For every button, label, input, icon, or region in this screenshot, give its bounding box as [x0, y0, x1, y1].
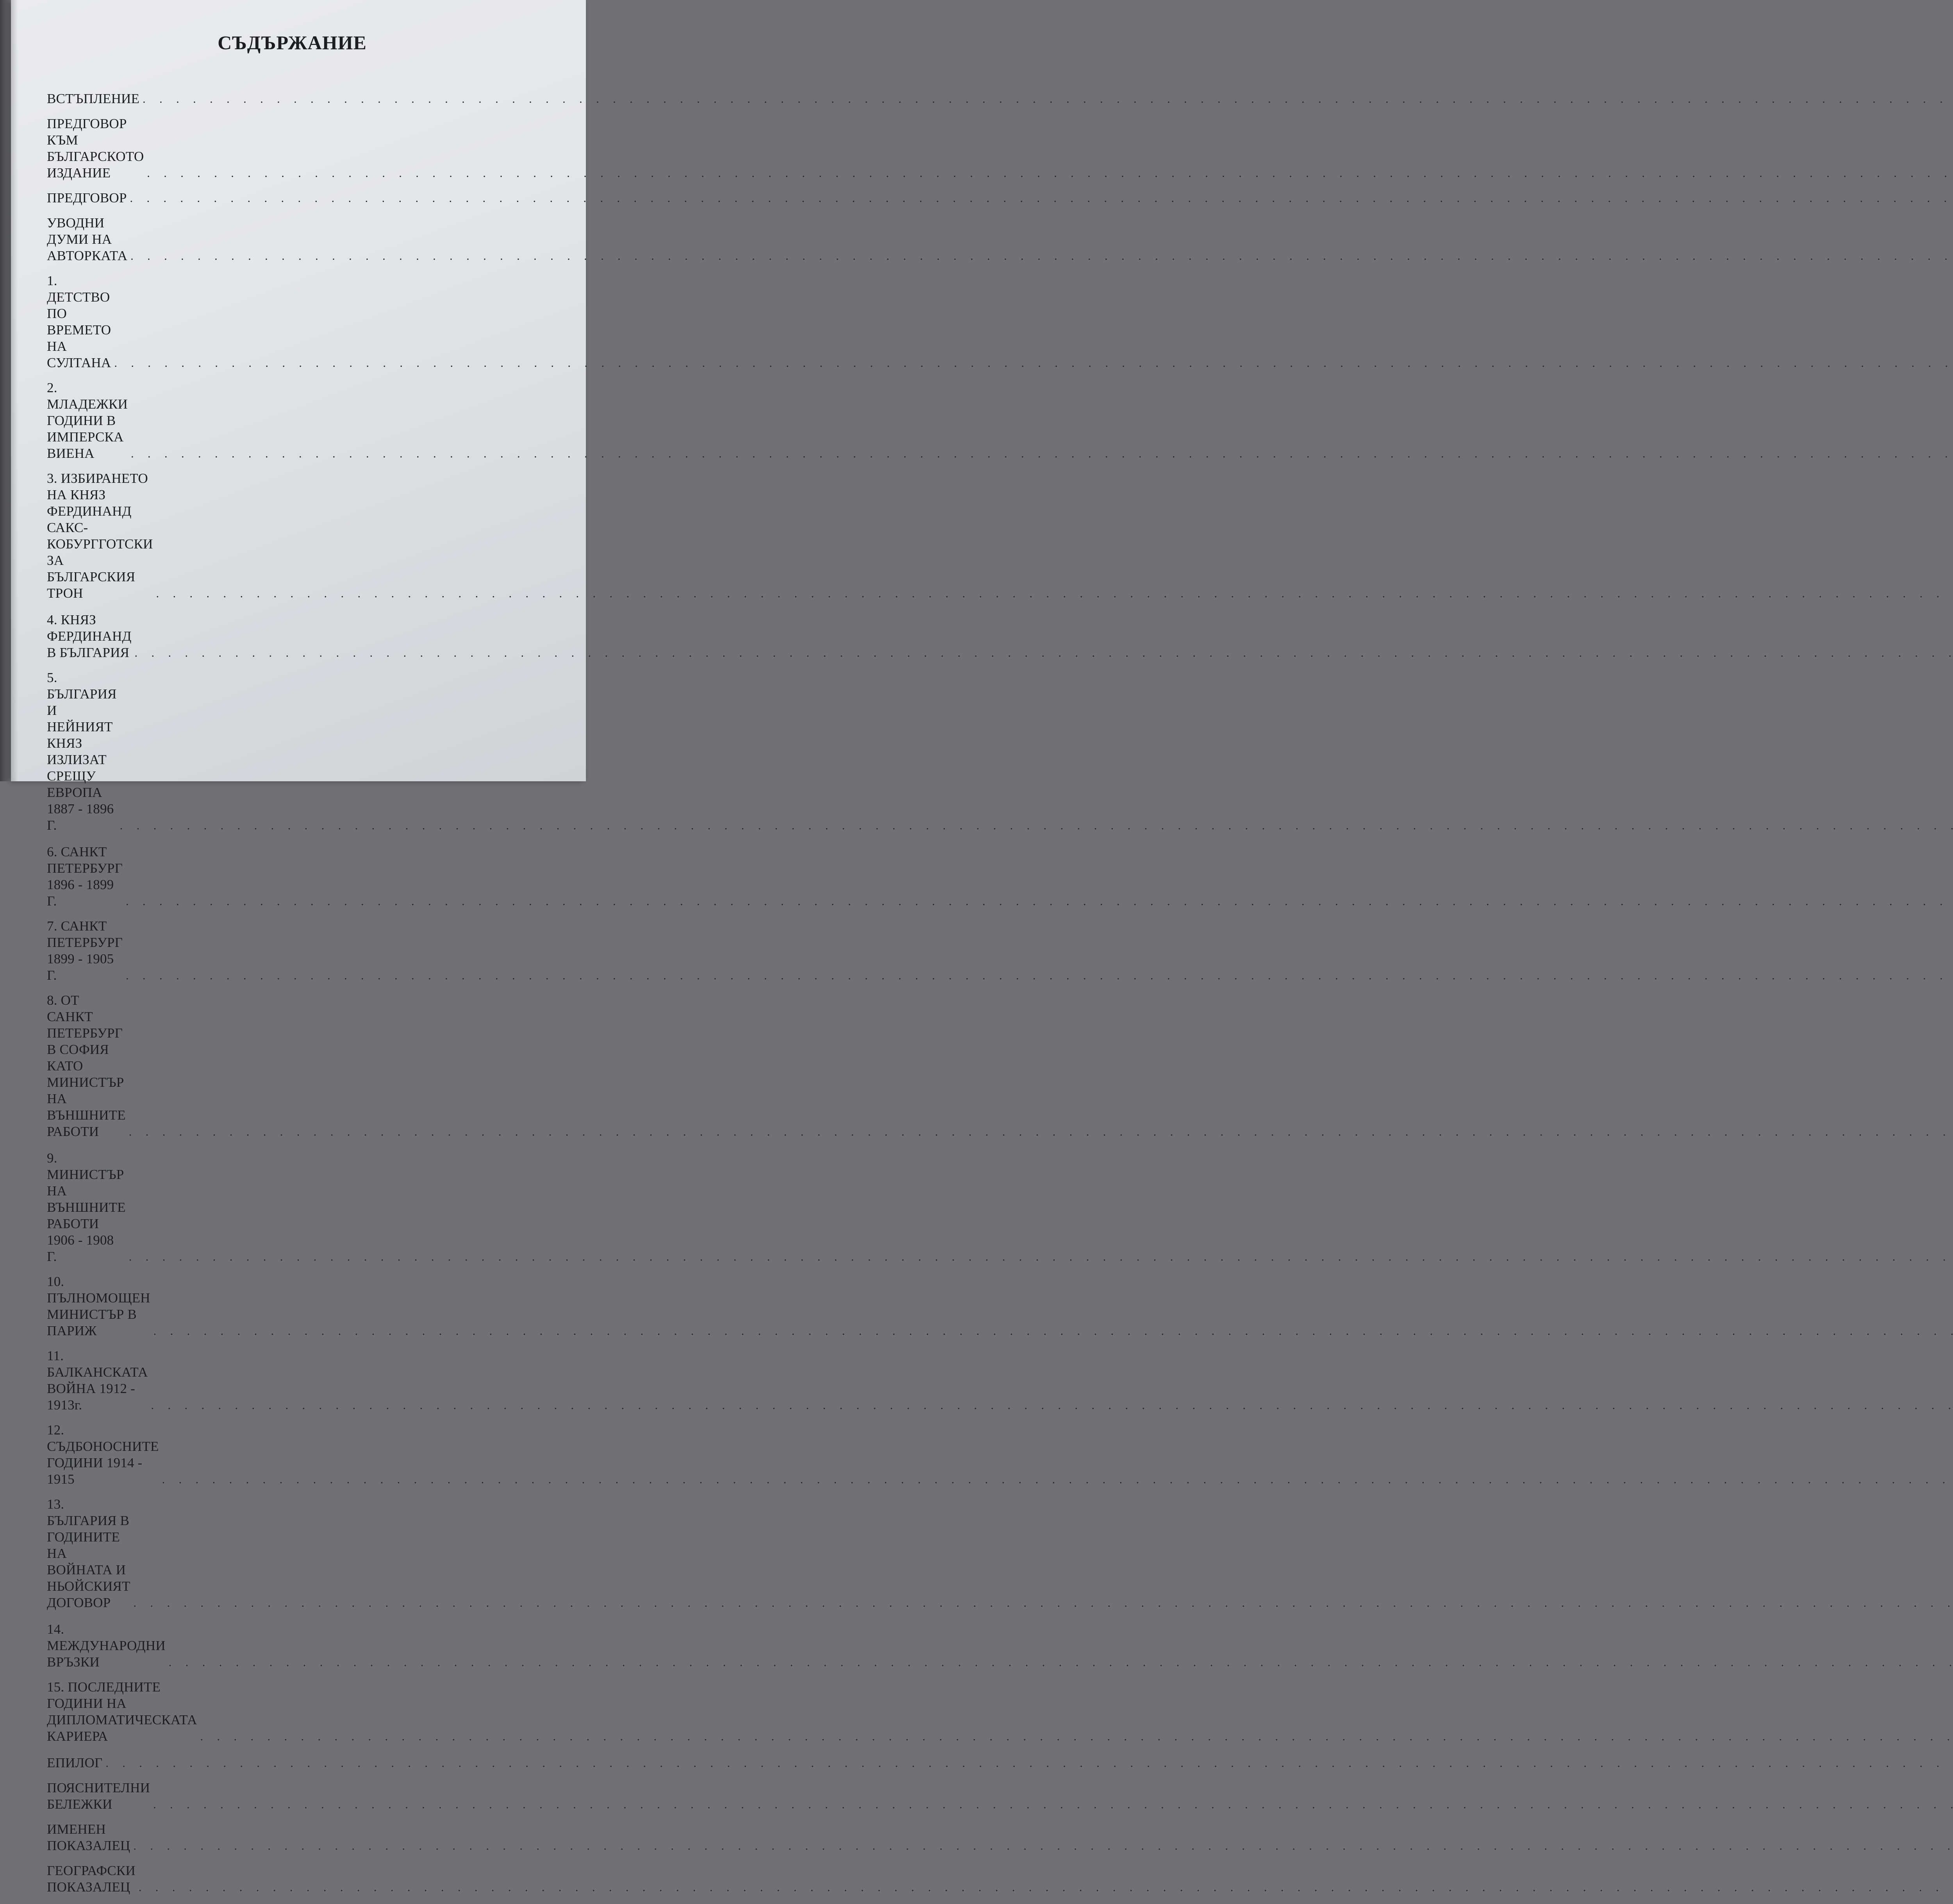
toc-entry-chapter-13 — [47, 1496, 512, 1611]
toc-leader-dots — [139, 1880, 1953, 1895]
toc-entry-chapter-8 — [47, 992, 512, 1140]
toc-entry-title: 3. ИЗБИРАНЕТО НА КНЯЗ ФЕРДИНАНД САКС-КОБУРГГОТСКИ ЗА БЪЛГАРСКИЯ ТРОН — [47, 471, 153, 601]
toc-entry-title: 8. ОТ САНКТ ПЕТЕРБУРГ В СОФИЯ КАТО МИНИСТЪР НА ВЪНШНИТЕ РАБОТИ — [47, 993, 126, 1139]
toc-entry-chapter-3 — [47, 470, 512, 602]
toc-leader-dots — [169, 1655, 1953, 1670]
toc-leader-dots — [134, 1595, 1953, 1611]
toc-entry-title: 4. КНЯЗ ФЕРДИНАНД В БЪЛГАРИЯ — [47, 612, 132, 660]
toc-leader-dots — [200, 1729, 1953, 1745]
toc-leader-dots — [153, 1797, 1953, 1813]
toc-entry-chapter-7 — [47, 918, 512, 984]
toc-leader-dots — [131, 446, 1953, 462]
toc-entry-title: ГЕОГРАФСКИ ПОКАЗАЛЕЦ — [47, 1863, 136, 1895]
toc-entry-title: 6. САНКТ ПЕТЕРБУРГ 1896 - 1899 Г. — [47, 844, 123, 909]
toc-entry-title: 5. БЪЛГАРИЯ И НЕЙНИЯТ КНЯЗ ИЗЛИЗАТ СРЕЩУ ЕВРОПА 1887 - 1896 Г. — [47, 670, 117, 833]
toc-entry-name-index — [47, 1821, 512, 1854]
toc-entry-title: ПРЕДГОВОР КЪМ БЪЛГАРСКОТО ИЗДАНИЕ — [47, 116, 144, 180]
toc-entry-notes — [47, 1780, 512, 1813]
toc-leader-dots — [156, 586, 1953, 602]
toc-leader-dots — [162, 1472, 1953, 1488]
toc-entry-title: ВСТЪПЛЕНИЕ — [47, 91, 140, 106]
toc-leader-dots — [130, 191, 1953, 206]
toc-entry-title: 7. САНКТ ПЕТЕРБУРГ 1899 - 1905 Г. — [47, 918, 123, 983]
toc-leader-dots — [130, 248, 1953, 264]
toc-entry-chapter-4 — [47, 612, 512, 661]
toc-leader-dots — [143, 91, 1953, 107]
toc-entry-bg-preface — [47, 116, 512, 181]
toc-entry-title: ИМЕНЕН ПОКАЗАЛЕЦ — [47, 1822, 130, 1853]
toc-leader-dots — [120, 818, 1953, 834]
toc-leader-dots — [126, 968, 1953, 984]
toc-entry-title: 10. ПЪЛНОМОЩЕН МИНИСТЪР В ПАРИЖ — [47, 1274, 150, 1338]
toc-entry-title: 1. ДЕТСТВО ПО ВРЕМЕТО НА СУЛТАНА — [47, 273, 111, 370]
toc-entry-title: ЕПИЛОГ — [47, 1755, 103, 1770]
book-page — [11, 0, 586, 1895]
toc-entry-chapter-9 — [47, 1150, 512, 1265]
toc-entry-preface — [47, 190, 512, 206]
toc-entry-intro — [47, 91, 512, 107]
toc-entry-chapter-5 — [47, 670, 512, 834]
toc-entry-title: ПОЯСНИТЕЛНИ БЕЛЕЖКИ — [47, 1780, 150, 1812]
toc-entry-chapter-11 — [47, 1348, 512, 1413]
toc-entry-chapter-2 — [47, 380, 512, 462]
toc-entry-title: 11. БАЛКАНСКАТА ВОЙНА 1912 - 1913г. — [47, 1348, 148, 1413]
toc-leader-dots — [129, 1124, 1953, 1140]
table-of-contents — [47, 91, 512, 1904]
toc-leader-dots — [129, 1249, 1953, 1265]
toc-entry-epilogue — [47, 1755, 512, 1771]
toc-leader-dots — [151, 1398, 1953, 1413]
toc-entry-title: 14. МЕЖДУНАРОДНИ ВРЪЗКИ — [47, 1622, 166, 1670]
toc-entry-title: ПРЕДГОВОР — [47, 190, 127, 205]
toc-entry-author-words — [47, 215, 512, 264]
toc-entry-geo-index — [47, 1863, 512, 1895]
toc-leader-dots — [154, 1324, 1953, 1339]
toc-entry-chapter-10 — [47, 1274, 512, 1339]
toc-entry-chapter-15 — [47, 1679, 512, 1745]
toc-entry-chapter-6 — [47, 844, 512, 909]
toc-leader-dots — [147, 166, 1953, 181]
toc-entry-title: 13. БЪЛГАРИЯ В ГОДИНИТЕ НА ВОЙНАТА И НЬОЙСКИЯТ ДОГОВОР — [47, 1497, 130, 1610]
toc-entry-title: 12. СЪДБОНОСНИТЕ ГОДИНИ 1914 - 1915 — [47, 1422, 159, 1487]
page-title: СЪДЪРЖАНИЕ — [218, 32, 367, 54]
toc-entry-title: 2. МЛАДЕЖКИ ГОДИНИ В ИМПЕРСКА ВИЕНА — [47, 380, 128, 461]
toc-leader-dots — [105, 1756, 1953, 1771]
toc-leader-dots — [135, 645, 1953, 661]
toc-entry-chapter-1 — [47, 273, 512, 371]
toc-entry-title: 9. МИНИСТЪР НА ВЪНШНИТЕ РАБОТИ 1906 - 1908 Г. — [47, 1150, 126, 1264]
toc-entry-title: 15. ПОСЛЕДНИТЕ ГОДИНИ НА ДИПЛОМАТИЧЕСКАТА КАРИЕРА — [47, 1679, 197, 1744]
toc-leader-dots — [133, 1838, 1953, 1854]
toc-leader-dots — [126, 894, 1953, 909]
toc-entry-title: УВОДНИ ДУМИ НА АВТОРКАТА — [47, 215, 128, 263]
toc-entry-chapter-12 — [47, 1422, 512, 1488]
toc-leader-dots — [114, 355, 1953, 371]
toc-entry-chapter-14 — [47, 1621, 512, 1670]
